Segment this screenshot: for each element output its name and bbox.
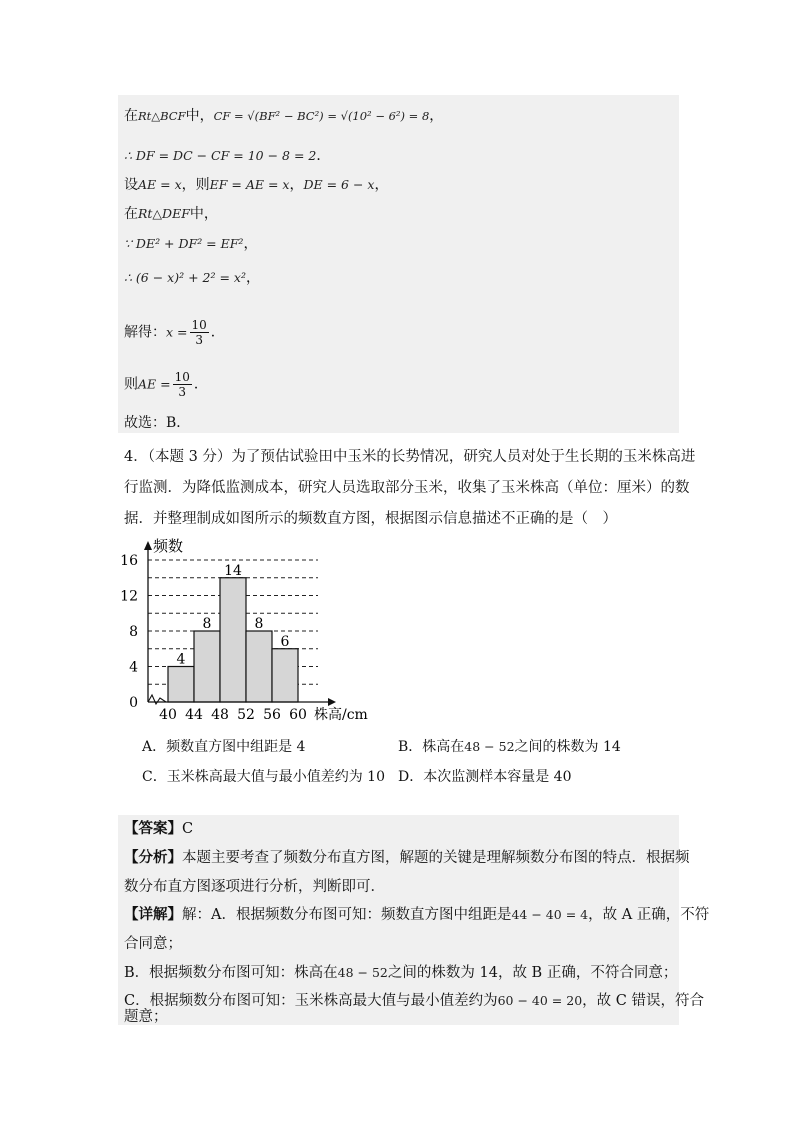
solution-line-1 <box>124 106 443 126</box>
text: 解得： <box>124 324 166 341</box>
bars <box>168 578 298 702</box>
formula: AE = x <box>138 177 182 192</box>
y-tick-label: 8 <box>129 624 138 640</box>
denominator: 3 <box>178 385 187 399</box>
triangle-label: Rt△BCF <box>138 109 186 123</box>
numerator: 10 <box>174 370 190 384</box>
question-line-2: 行监测．为降低监测成本，研究人员选取部分玉米，收集了玉米株高（单位：厘米）的数 <box>124 480 690 496</box>
answer-line <box>124 818 193 840</box>
y-axis-label: 频数 <box>153 538 184 555</box>
y-tick-label: 4 <box>129 659 138 676</box>
formula: 48 − 52 <box>464 739 515 754</box>
formula: DE = 6 − x <box>303 177 375 192</box>
option-c[interactable]: C．玉米株高最大值与最小值差约为 10 <box>142 769 385 785</box>
solution-line-9: 故选：B． <box>124 415 191 431</box>
bar-value-label: 8 <box>202 616 212 632</box>
bar-value-label: 8 <box>254 616 264 632</box>
analysis-label: 【分析】 <box>124 849 182 866</box>
formula: 60 − 40 = 20 <box>497 993 583 1008</box>
axis-break <box>148 695 166 704</box>
text: 解：A．根据频数分布图可知：频数直方图中组距是 <box>182 907 512 923</box>
detail-line-2: 合同意； <box>124 936 182 952</box>
text: 中， <box>189 206 218 222</box>
text: 设 <box>124 177 138 193</box>
text: ， <box>374 177 389 193</box>
text: ， <box>289 177 304 193</box>
variable: x = <box>166 324 188 340</box>
text: B．根据频数分布图可知：株高在 <box>124 965 338 981</box>
formula: 48 − 52 <box>337 965 388 980</box>
numerator: 10 <box>191 318 207 332</box>
solution-line-8 <box>124 370 208 399</box>
text: ， <box>243 236 258 252</box>
y-axis-arrow <box>144 541 152 550</box>
text: 则 <box>124 376 138 393</box>
formula: ∴ (6 − x)² + 2² = x² <box>124 270 246 285</box>
detail-label: 【详解】 <box>124 906 182 923</box>
histogram-bar <box>246 631 272 702</box>
solution-line-4 <box>124 204 218 224</box>
text: ， <box>245 270 260 286</box>
text: ． <box>210 324 225 341</box>
text: 之间的株数为 14，故 B 正确，不符合同意； <box>387 965 678 981</box>
analysis-line-1 <box>124 847 690 869</box>
formula: ∴ DF = DC − CF = 10 − 8 = 2 <box>124 148 317 163</box>
detail-line-3 <box>124 962 677 984</box>
bar-value-label: 4 <box>176 651 186 668</box>
histogram-bar <box>272 649 298 702</box>
text: ， <box>429 108 444 124</box>
text: 在 <box>124 206 138 222</box>
text: 中， <box>185 108 214 124</box>
text: ，故 C 错误，符合 <box>582 993 704 1009</box>
solution-line-6 <box>124 268 260 288</box>
text: ． <box>193 376 208 393</box>
x-tick-label: 40 <box>159 707 177 723</box>
question-line-1: 4．（本题 3 分）为了预估试验田中玉米的长势情况，研究人员对处于生长期的玉米株高进 <box>124 449 696 465</box>
frequency-histogram <box>118 538 398 728</box>
y-tick-labels <box>120 553 138 711</box>
answer-value: C <box>182 821 194 837</box>
text: B．株高在 <box>398 739 465 755</box>
question-line-3: 据．并整理制成如图所示的频数直方图，根据图示信息描述不正确的是（ ） <box>124 511 617 527</box>
text: ，则 <box>181 177 210 193</box>
x-tick-label: 52 <box>237 707 255 723</box>
option-b[interactable] <box>398 736 621 756</box>
formula: EF = AE = x <box>209 177 290 192</box>
detail-line-4 <box>124 990 704 1012</box>
text: ，故 A 正确，不符 <box>588 907 710 923</box>
histogram-bar <box>168 667 194 703</box>
option-d[interactable]: D．本次监测样本容量是 40 <box>398 769 572 785</box>
option-a[interactable]: A．频数直方图中组距是 4 <box>142 739 306 755</box>
analysis-line-2: 数分布直方图逐项进行分析，判断即可． <box>124 879 385 895</box>
y-tick-label: 0 <box>129 695 138 711</box>
solution-line-2 <box>124 146 330 166</box>
x-tick-label: 44 <box>185 707 203 723</box>
variable: AE = <box>138 376 171 392</box>
formula: CF = √(BF² − BC²) = √(10² − 6²) = 8 <box>213 109 430 123</box>
denominator: 3 <box>195 333 203 347</box>
solution-line-7 <box>124 318 225 347</box>
text: 本题主要考查了频数分布直方图，解题的关键是理解频数分布图的特点．根据频 <box>182 850 690 866</box>
bar-value-label: 6 <box>280 633 290 650</box>
histogram-bar <box>194 631 220 702</box>
detail-line-5: 题意； <box>124 1009 168 1025</box>
text: 之间的株数为 14 <box>514 739 621 755</box>
formula: ∵ DE² + DF² = EF² <box>124 236 244 251</box>
x-axis-arrow <box>328 698 336 706</box>
text: 在 <box>124 108 138 124</box>
histogram-bar <box>220 578 246 702</box>
bar-value-label: 14 <box>224 562 242 579</box>
x-tick-label: 60 <box>289 707 307 723</box>
triangle-label: Rt△DEF <box>138 206 190 221</box>
text: ． <box>316 148 331 164</box>
y-tick-label: 16 <box>120 553 138 569</box>
detail-line-1 <box>124 904 709 926</box>
x-axis-label: 株高/cm <box>314 707 368 723</box>
fraction <box>190 318 209 347</box>
x-tick-label: 48 <box>211 707 229 723</box>
x-tick-labels <box>159 707 307 723</box>
text: C．根据频数分布图可知：玉米株高最大值与最小值差约为 <box>124 993 498 1009</box>
x-tick-label: 56 <box>263 707 281 723</box>
answer-label: 【答案】 <box>124 820 182 837</box>
y-tick-label: 12 <box>120 588 138 605</box>
formula: 44 − 40 = 4 <box>511 907 589 922</box>
fraction <box>173 370 192 399</box>
solution-line-3 <box>124 175 388 195</box>
solution-line-5 <box>124 234 257 254</box>
